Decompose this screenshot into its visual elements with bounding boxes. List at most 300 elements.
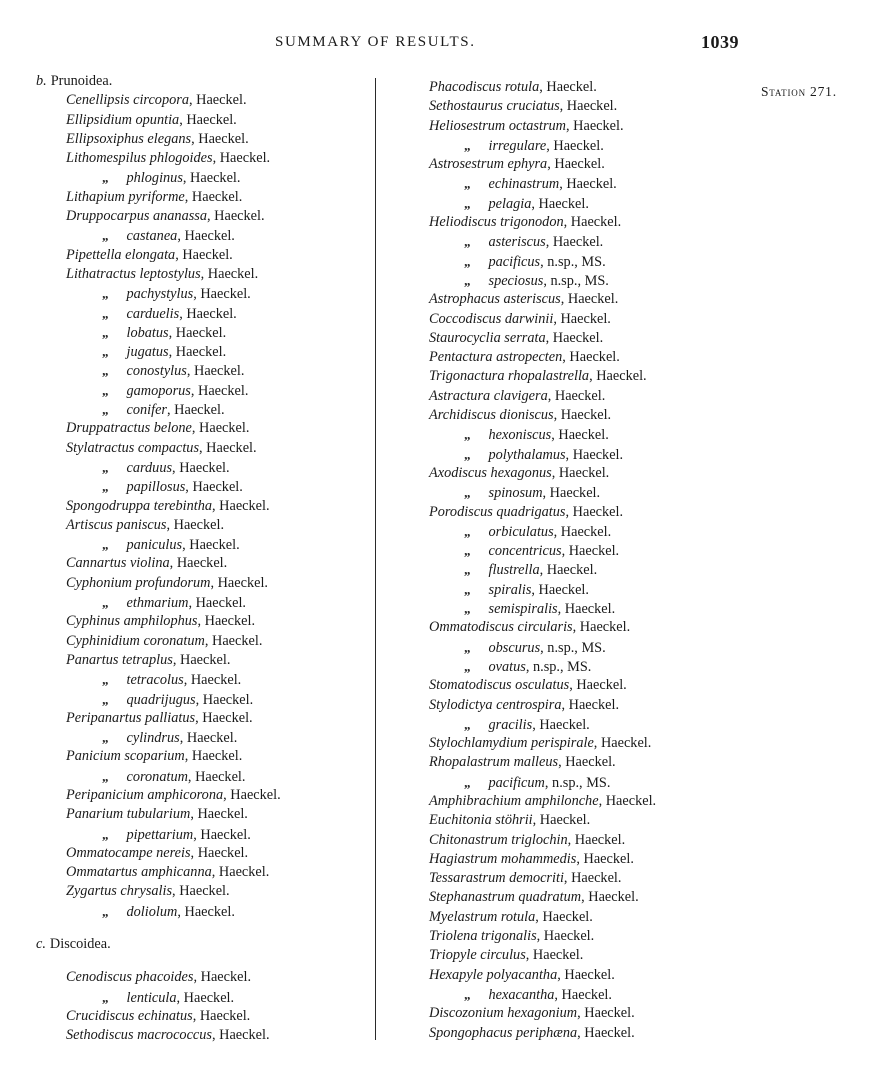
species-name: pelagia — [488, 195, 532, 212]
species-authority: , Haeckel. — [175, 246, 233, 263]
species-authority: , Haeckel. — [166, 516, 225, 533]
species-entry — [36, 91, 366, 110]
species-authority: , Haeckel. — [199, 439, 257, 456]
species-entry — [418, 78, 718, 97]
species-name: Stomatodiscus osculatus — [429, 677, 570, 694]
species-name: lenticula — [126, 989, 177, 1006]
species-name: Druppatractus belone — [66, 420, 192, 437]
species-authority: , n.sp., MS. — [540, 639, 606, 656]
species-authority: , Haeckel. — [172, 459, 230, 476]
species-authority: , Haeckel. — [179, 730, 238, 747]
species-entry — [418, 850, 718, 869]
species-authority: , Haeckel. — [188, 92, 247, 109]
species-entry — [418, 541, 718, 560]
species-name: Staurocyclia serrata — [429, 329, 546, 346]
species-name: Astrophacus asteriscus — [429, 291, 561, 308]
species-entry — [36, 988, 366, 1007]
species-entry — [36, 709, 366, 728]
species-entry — [418, 792, 718, 811]
species-name: concentricus — [488, 543, 562, 560]
species-entry — [418, 638, 718, 657]
species-authority: , Haeckel. — [190, 382, 249, 399]
species-authority: , Haeckel. — [190, 806, 248, 823]
right-column — [418, 78, 718, 1043]
species-name: Artiscus paniscus — [66, 516, 167, 533]
species-entry — [418, 367, 718, 386]
species-entry — [36, 690, 366, 709]
species-entry — [418, 869, 718, 888]
ditto-mark: „ — [102, 382, 109, 398]
species-entry — [36, 767, 366, 786]
species-entry — [418, 1024, 718, 1043]
species-authority: , Haeckel. — [553, 523, 612, 540]
species-entry — [36, 632, 366, 651]
species-name: Peripanartus palliatus — [66, 709, 196, 726]
species-entry — [36, 902, 366, 921]
species-entry — [418, 888, 718, 907]
species-name: Astrosestrum ephyra — [429, 156, 548, 173]
ditto-mark: „ — [464, 253, 471, 269]
species-name: Stylochlamydium perispirale — [429, 735, 594, 752]
species-authority: , Haeckel. — [195, 691, 254, 708]
species-authority: , Haeckel. — [535, 908, 593, 925]
ditto-mark: „ — [464, 427, 471, 443]
species-entry — [36, 1007, 366, 1026]
species-authority: , Haeckel. — [560, 291, 619, 308]
species-name: spinosum — [488, 485, 543, 502]
ditto-mark: „ — [102, 537, 109, 553]
species-entry — [36, 246, 366, 265]
species-name: gracilis — [488, 716, 533, 733]
species-authority: , Haeckel. — [185, 479, 243, 496]
species-authority: , n.sp., MS. — [543, 272, 609, 289]
species-entry — [36, 188, 366, 207]
species-entry — [36, 805, 366, 824]
species-authority: , Haeckel. — [566, 117, 624, 134]
ditto-mark: „ — [102, 459, 109, 475]
species-authority: , Haeckel. — [593, 735, 652, 752]
species-entry — [36, 593, 366, 612]
ditto-mark: „ — [464, 639, 471, 655]
section-letter: b. — [36, 73, 47, 89]
species-authority: , Haeckel. — [577, 1024, 635, 1041]
species-authority: , Haeckel. — [179, 111, 237, 128]
species-name: Ellipsoxiphus elegans — [66, 130, 192, 147]
species-authority: , Haeckel. — [200, 265, 259, 282]
species-name: Panarium tubularium — [66, 806, 191, 823]
species-entry — [36, 419, 366, 438]
species-entry — [418, 329, 718, 348]
species-name: semispiralis — [488, 601, 558, 618]
species-authority: , Haeckel. — [188, 595, 247, 612]
species-name: Peripanicium amphicorona — [66, 786, 224, 803]
section-title: Discoidea. — [49, 936, 111, 953]
species-authority: , Haeckel. — [545, 234, 604, 251]
species-name: papillosus — [126, 479, 186, 496]
species-authority: , n.sp., MS. — [540, 253, 606, 270]
species-name: Sethostaurus cruciatus — [429, 98, 560, 115]
section-heading — [36, 72, 366, 91]
ditto-mark: „ — [102, 989, 109, 1005]
species-entry — [36, 728, 366, 747]
species-authority: , Haeckel. — [210, 574, 268, 591]
species-authority: , Haeckel. — [531, 581, 589, 598]
species-entry — [418, 290, 718, 309]
species-entry — [418, 1004, 718, 1023]
species-entry — [418, 252, 718, 271]
species-entry — [418, 908, 718, 927]
species-name: Ommatocampe nereis — [66, 844, 191, 861]
ditto-mark: „ — [102, 228, 109, 244]
species-name: paniculus — [126, 537, 183, 554]
species-name: Discozonium hexagonium — [429, 1005, 578, 1022]
species-entry — [36, 968, 366, 987]
species-entry — [36, 149, 366, 168]
species-entry — [418, 966, 718, 985]
species-authority: , Haeckel. — [184, 188, 243, 205]
species-entry — [418, 232, 718, 251]
species-name: Cenellipsis circopora — [66, 92, 189, 109]
species-name: Triopyle circulus — [429, 947, 526, 964]
species-authority: , Haeckel. — [577, 1005, 635, 1022]
species-entry — [36, 786, 366, 805]
species-authority: , Haeckel. — [542, 485, 601, 502]
species-name: quadrijugus — [126, 691, 196, 708]
species-entry — [418, 657, 718, 676]
species-entry — [36, 168, 366, 187]
ditto-mark: „ — [464, 562, 471, 578]
ditto-mark: „ — [102, 768, 109, 784]
species-entry — [36, 458, 366, 477]
species-authority: , Haeckel. — [183, 672, 242, 689]
species-name: pacificus — [488, 253, 541, 270]
species-name: Porodiscus quadrigatus — [429, 503, 566, 520]
ditto-mark: „ — [464, 601, 471, 617]
section-gap — [36, 954, 366, 968]
species-name: Spongodruppa terebintha — [66, 497, 213, 514]
species-authority: , Haeckel. — [569, 677, 627, 694]
species-name: Euchitonia stöhrii — [429, 812, 533, 829]
ditto-mark: „ — [464, 716, 471, 732]
species-name: asteriscus — [488, 234, 546, 251]
species-authority: , Haeckel. — [525, 947, 584, 964]
species-authority: , Haeckel. — [567, 831, 626, 848]
species-authority: , Haeckel. — [177, 903, 235, 920]
species-name: Hexapyle polyacantha — [429, 966, 558, 983]
section-letter: c. — [36, 936, 46, 953]
species-entry — [36, 651, 366, 670]
species-authority: , Haeckel. — [536, 928, 595, 945]
species-authority: , Haeckel. — [562, 349, 620, 366]
species-authority: , Haeckel. — [547, 387, 606, 404]
species-entry — [36, 439, 366, 458]
species-authority: , Haeckel. — [191, 130, 249, 147]
species-authority: , Haeckel. — [212, 497, 270, 514]
ditto-mark: „ — [102, 324, 109, 340]
species-authority: , Haeckel. — [168, 324, 227, 341]
ditto-mark: „ — [102, 286, 109, 302]
species-name: Lithomespilus phlogoides — [66, 150, 213, 167]
species-name: Archidiscus dioniscus — [429, 407, 554, 424]
species-authority: , Haeckel. — [176, 989, 235, 1006]
species-authority: , Haeckel. — [532, 812, 591, 829]
species-authority: , Haeckel. — [545, 329, 604, 346]
species-entry — [418, 483, 718, 502]
species-authority: , Haeckel. — [551, 464, 610, 481]
species-authority: , Haeckel. — [551, 427, 609, 444]
species-name: Astractura clavigera — [429, 387, 548, 404]
species-name: carduelis — [126, 305, 180, 322]
ditto-mark: „ — [464, 446, 471, 462]
species-name: tetracolus — [126, 672, 184, 689]
species-authority: , Haeckel. — [204, 632, 263, 649]
species-name: ovatus — [488, 658, 526, 675]
species-name: Rhopalastrum malleus — [429, 754, 559, 771]
left-column — [36, 72, 366, 1046]
ditto-mark: „ — [102, 305, 109, 321]
ditto-mark: „ — [102, 170, 109, 186]
species-name: Chitonastrum triglochin — [429, 831, 568, 848]
species-name: Hagiastrum mohammedis — [429, 850, 577, 867]
species-authority: , Haeckel. — [561, 696, 620, 713]
ditto-mark: „ — [102, 730, 109, 746]
species-name: hexacantha — [488, 986, 555, 1003]
species-authority: , Haeckel. — [581, 889, 639, 906]
species-name: Cyphinidium coronatum — [66, 632, 205, 649]
species-name: Axodiscus hexagonus — [429, 464, 552, 481]
species-entry — [418, 715, 718, 734]
species-entry — [36, 612, 366, 631]
species-name: Spongophacus periphæna — [429, 1024, 578, 1041]
ditto-mark: „ — [464, 272, 471, 288]
species-authority: , Haeckel. — [223, 786, 281, 803]
species-authority: , Haeckel. — [532, 716, 590, 733]
species-entry — [36, 207, 366, 226]
species-name: Coccodiscus darwinii — [429, 310, 554, 327]
column-divider — [375, 78, 376, 1040]
ditto-mark: „ — [464, 137, 471, 153]
species-name: obscurus — [488, 639, 541, 656]
species-authority: , Haeckel. — [182, 170, 241, 187]
species-name: castanea — [126, 228, 178, 245]
species-entry — [36, 111, 366, 130]
species-entry — [418, 174, 718, 193]
species-authority: , Haeckel. — [172, 651, 231, 668]
species-entry — [418, 773, 718, 792]
species-authority: , Haeckel. — [193, 826, 251, 843]
ditto-mark: „ — [464, 986, 471, 1002]
ditto-mark: „ — [464, 581, 471, 597]
species-name: ethmarium — [126, 595, 189, 612]
station-label: Station 271. — [761, 84, 837, 99]
ditto-mark: „ — [102, 363, 109, 379]
species-entry — [36, 226, 366, 245]
species-name: pipettarium — [126, 826, 194, 843]
species-name: Cenodiscus phacoides — [66, 969, 194, 986]
species-entry — [418, 387, 718, 406]
species-entry — [36, 130, 366, 149]
species-entry — [36, 670, 366, 689]
species-authority: , Haeckel. — [211, 1027, 270, 1044]
species-authority: , Haeckel. — [563, 214, 622, 231]
species-entry — [36, 381, 366, 400]
ditto-mark: „ — [464, 523, 471, 539]
species-authority: , Haeckel. — [182, 537, 240, 554]
species-entry — [418, 213, 718, 232]
species-authority: , Haeckel. — [539, 562, 598, 579]
species-entry — [36, 497, 366, 516]
species-entry — [36, 323, 366, 342]
species-name: Stephanastrum quadratum — [429, 889, 582, 906]
species-authority: , Haeckel. — [563, 870, 622, 887]
species-authority: , Haeckel. — [561, 543, 620, 560]
species-authority: , Haeckel. — [172, 883, 230, 900]
species-name: Amphibrachium amphilonche — [429, 792, 599, 809]
species-name: Pentactura astropecten — [429, 349, 563, 366]
species-authority: , Haeckel. — [589, 368, 647, 385]
species-entry — [418, 194, 718, 213]
species-authority: , Haeckel. — [207, 208, 265, 225]
species-authority: , Haeckel. — [193, 286, 251, 303]
species-entry — [418, 618, 718, 637]
species-authority: , Haeckel. — [557, 966, 615, 983]
species-authority: , Haeckel. — [559, 98, 618, 115]
species-name: pachystylus — [126, 286, 194, 303]
species-authority: , Haeckel. — [191, 420, 250, 437]
species-entry — [418, 406, 718, 425]
species-name: cylindrus — [126, 730, 180, 747]
species-entry — [36, 342, 366, 361]
page-number: 1039 — [701, 32, 739, 52]
species-name: polythalamus — [488, 446, 566, 463]
species-name: lobatus — [126, 324, 169, 341]
species-name: Trigonactura rhopalastrella — [429, 368, 590, 385]
species-entry — [36, 477, 366, 496]
ditto-mark: „ — [102, 691, 109, 707]
species-entry — [418, 97, 718, 116]
species-entry — [36, 535, 366, 554]
species-authority: , Haeckel. — [177, 228, 235, 245]
species-name: Tessarastrum democriti — [429, 870, 564, 887]
species-entry — [36, 284, 366, 303]
species-entry — [36, 516, 366, 535]
species-name: Zygartus chrysalis — [66, 883, 173, 900]
species-entry — [36, 1026, 366, 1045]
species-authority: , Haeckel. — [553, 310, 611, 327]
species-authority: , Haeckel. — [572, 619, 631, 636]
species-name: Panicium scoparium — [66, 748, 185, 765]
species-name: pacificum — [488, 774, 545, 791]
species-entry — [418, 985, 718, 1004]
ditto-mark: „ — [464, 774, 471, 790]
species-entry — [36, 882, 366, 901]
species-name: Ommatodiscus circularis — [429, 619, 573, 636]
species-authority: , Haeckel. — [197, 613, 256, 630]
species-name: Ellipsidium opuntia — [66, 111, 180, 128]
species-entry — [36, 265, 366, 284]
species-name: Lithapium pyriforme — [66, 188, 185, 205]
species-entry — [418, 946, 718, 965]
species-authority: , Haeckel. — [565, 446, 624, 463]
ditto-mark: „ — [102, 402, 109, 418]
species-name: Ommatartus amphicanna — [66, 864, 212, 881]
species-authority: , Haeckel. — [193, 969, 252, 986]
species-name: flustrella — [488, 562, 540, 579]
species-entry — [418, 734, 718, 753]
ditto-mark: „ — [102, 826, 109, 842]
species-entry — [36, 574, 366, 593]
species-authority: , Haeckel. — [195, 709, 253, 726]
species-entry — [418, 425, 718, 444]
species-entry — [36, 844, 366, 863]
species-name: Sethodiscus macrococcus — [66, 1027, 212, 1044]
species-name: carduus — [126, 459, 173, 476]
species-entry — [418, 560, 718, 579]
species-entry — [418, 271, 718, 290]
species-name: orbiculatus — [488, 523, 554, 540]
species-entry — [418, 503, 718, 522]
species-authority: , Haeckel. — [187, 768, 246, 785]
species-entry — [36, 361, 366, 380]
species-name: Cannartus violina — [66, 555, 170, 572]
species-name: Heliosestrum octastrum — [429, 117, 567, 134]
species-authority: , n.sp., MS. — [544, 774, 611, 791]
species-entry — [36, 863, 366, 882]
species-entry — [418, 811, 718, 830]
species-authority: , Haeckel. — [168, 344, 227, 361]
species-entry — [418, 599, 718, 618]
ditto-mark: „ — [102, 595, 109, 611]
ditto-mark: „ — [464, 658, 471, 674]
species-name: Stylatractus compactus — [66, 439, 200, 456]
species-entry — [418, 676, 718, 695]
species-authority: , n.sp., MS. — [525, 658, 592, 675]
species-name: phloginus — [126, 170, 183, 187]
species-name: Pipettella elongata — [66, 246, 176, 263]
species-entry — [418, 445, 718, 464]
species-entry — [36, 825, 366, 844]
ditto-mark: „ — [464, 234, 471, 250]
ditto-mark: „ — [102, 903, 109, 919]
species-entry — [36, 554, 366, 573]
running-title: SUMMARY OF RESULTS. — [275, 34, 476, 50]
species-name: doliolum — [126, 903, 178, 920]
species-authority: , Haeckel. — [539, 79, 597, 95]
species-name: Stylodictya centrospira — [429, 696, 562, 713]
species-authority: , Haeckel. — [186, 363, 245, 380]
species-authority: , Haeckel. — [212, 150, 271, 167]
section-gap — [36, 921, 366, 935]
ditto-mark: „ — [102, 672, 109, 688]
species-name: spiralis — [488, 581, 532, 598]
ditto-mark: „ — [464, 195, 471, 211]
species-name: coronatum — [126, 768, 188, 785]
ditto-mark: „ — [102, 479, 109, 495]
species-entry — [36, 400, 366, 419]
species-name: Phacodiscus rotula — [429, 79, 540, 95]
species-authority: , Haeckel. — [559, 176, 617, 193]
species-authority: , Haeckel. — [192, 1007, 251, 1024]
species-entry — [36, 304, 366, 323]
species-entry — [418, 522, 718, 541]
species-name: Druppocarpus ananassa — [66, 208, 207, 225]
species-name: echinastrum — [488, 176, 560, 193]
species-entry — [418, 348, 718, 367]
species-authority: , Haeckel. — [546, 137, 604, 154]
species-authority: , Haeckel. — [576, 850, 634, 867]
species-name: gamoporus — [126, 382, 191, 399]
species-entry — [418, 155, 718, 174]
